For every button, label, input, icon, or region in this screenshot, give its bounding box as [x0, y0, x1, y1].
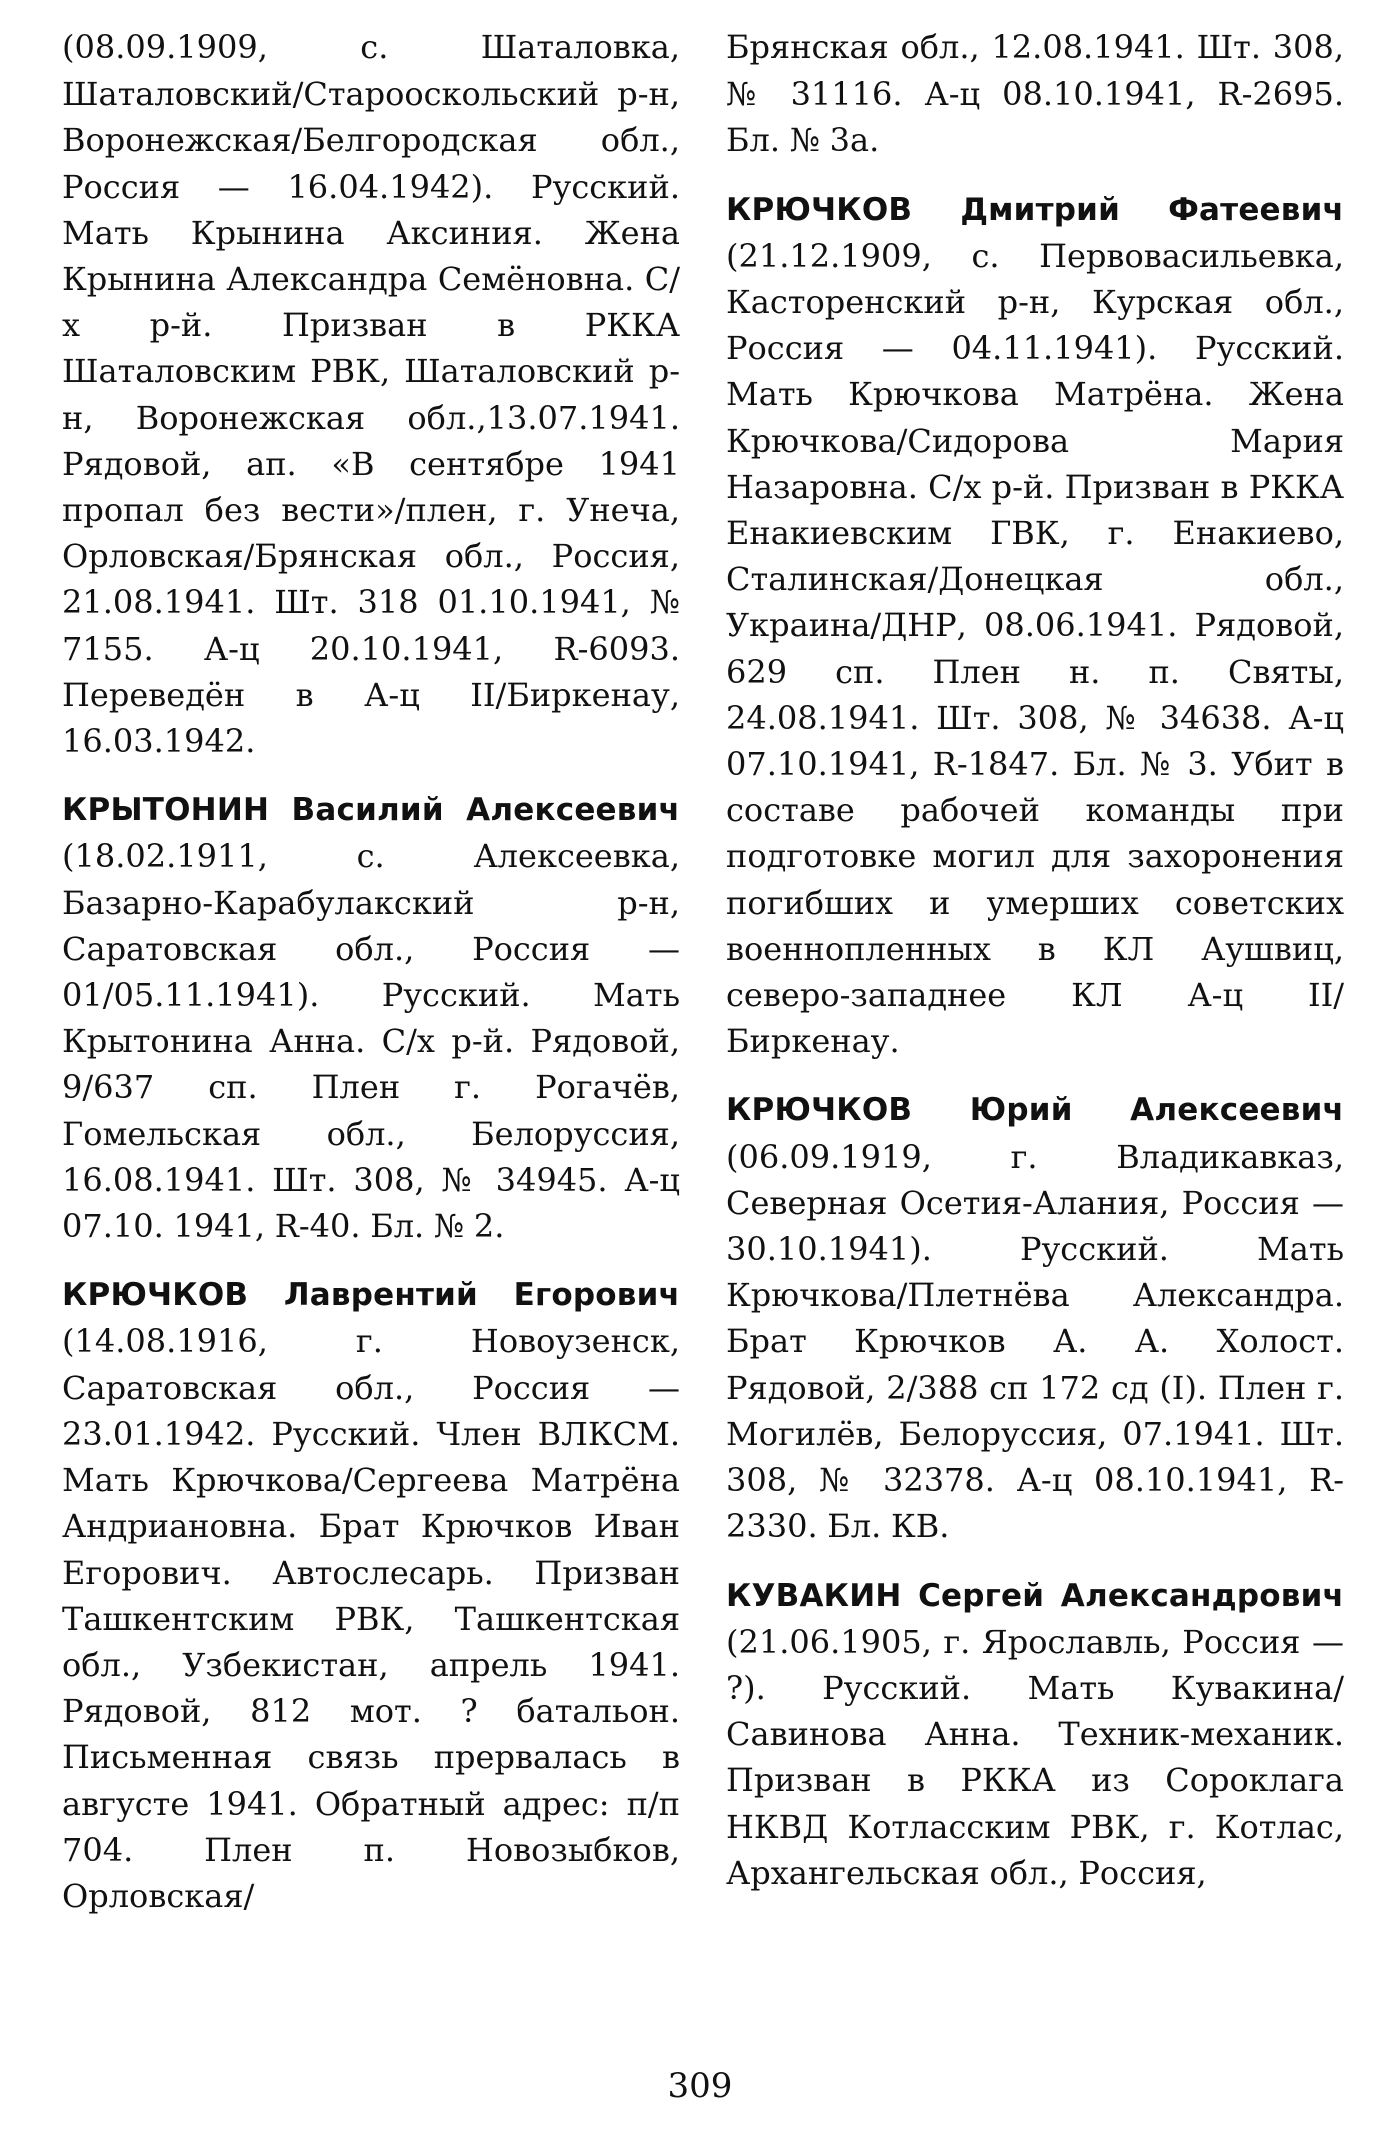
entry-kryuchkov-lavrentiy	[62, 1271, 680, 1919]
entry-name: КРЮЧКОВ Дмитрий Фатеевич	[726, 191, 1344, 228]
entry-text: (18.02.1911, с. Алексеевка, Базарно-Карабулакский р-н, Саратовская обл., Россия — 01/05.11.1941). Русский. Мать Крытонина Анна. С/х р-й. Рядовой, 9/637 сп. Плен г. Рогачёв, Гомельская обл., Белоруссия, 16.08.1941. Шт. 308, № 34945. А-ц 07.10. 1941, R-40. Бл. № 2.	[62, 837, 680, 1246]
entry-kuvakin	[726, 1572, 1344, 1896]
entry-name: КУВАКИН Сергей Александрович	[726, 1577, 1344, 1614]
entry-text: (21.12.1909, с. Первовасильевка, Касторенский р-н, Курская обл., Россия — 04.11.1941). Русский. Мать Крючкова Матрёна. Жена Крючкова/Сидорова Мария Назаровна. С/х р-й. Призван в РККА Енакиевским ГВК, г. Енакиево, Сталинская/Донецкая обл., Украина/ДНР, 08.06.1941. Рядовой, 629 сп. Плен н. п. Святы, 24.08.1941. Шт. 308, № 34638. А-ц 07.10.1941, R-1847. Бл. № 3. Убит в составе рабочей команды при подготовке могил для захоронения погибших и умерших советских военнопленных в КЛ Аушвиц, северо-западнее КЛ А-ц II/Биркенау.	[726, 236, 1344, 1061]
page-body	[62, 24, 1344, 2024]
entry-text: (14.08.1916, г. Новоузенск, Саратовская обл., Россия — 23.01.1942. Русский. Член ВЛКСМ. Мать Крючкова/Сергеева Матрёна Андриановна. Брат Крючков Иван Егорович. Автослесарь. Призван Ташкентским РВК, Ташкентская обл., Узбекистан, апрель 1941. Рядовой, 812 мот. ? батальон. Письменная связь прервалась в августе 1941. Обратный адрес: п/п 704. Плен п. Новозыбков, Орловская/	[62, 1322, 680, 1915]
entry-kryuchkov-dmitriy	[726, 186, 1344, 1065]
entry-text: (08.09.1909, с. Шаталовка, Шаталовский/Старооскольский р-н, Воронежская/Белгородская обл., Россия — 16.04.1942). Русский. Мать Крынина Аксиния. Жена Крынина Александра Семёновна. С/х р-й. Призван в РККА Шаталовским РВК, Шаталовский р-н, Воронежская обл.,13.07.1941. Рядовой, ап. «В сентябре 1941 пропал без вести»/плен, г. Унеча, Орловская/Брянская обл., Россия, 21.08.1941. Шт. 318 01.10.1941, № 7155. А-ц 20.10.1941, R-6093. Переведён в А-ц II/Биркенау, 16.03.1942.	[62, 28, 680, 761]
entry-text: (21.06.1905, г. Ярославль, Россия — ?). Русский. Мать Кувакина/Савинова Анна. Техник-механик. Призван в РККА из Сороклага НКВД Котласским РВК, г. Котлас, Архангельская обл., Россия,	[726, 1622, 1344, 1892]
entry-text: Брянская обл., 12.08.1941. Шт. 308, № 31116. А-ц 08.10.1941, R-2695. Бл. № 3а.	[726, 28, 1344, 160]
entry-continued	[62, 24, 680, 764]
entry-kryuchkov-yuriy	[726, 1086, 1344, 1549]
right-column	[726, 24, 1344, 2024]
entry-name: КРЮЧКОВ Лаврентий Егорович	[62, 1277, 680, 1314]
entry-continued	[726, 24, 1344, 164]
entry-name: КРЫТОНИН Василий Алексеевич	[62, 792, 680, 829]
entry-krytonin	[62, 786, 680, 1249]
entry-text: (06.09.1919, г. Владикавказ, Северная Осетия-Алания, Россия — 30.10.1941). Русский. Мать Крючкова/Плетнёва Александра. Брат Крючков А. А. Холост. Рядовой, 2/388 сп 172 сд (I). Плен г. Могилёв, Белоруссия, 07.1941. Шт. 308, № 32378. А-ц 08.10.1941, R-2330. Бл. КВ.	[726, 1137, 1344, 1546]
page-number: 309	[667, 2066, 733, 2106]
entry-name: КРЮЧКОВ Юрий Алексеевич	[726, 1092, 1344, 1129]
left-column	[62, 24, 680, 2024]
